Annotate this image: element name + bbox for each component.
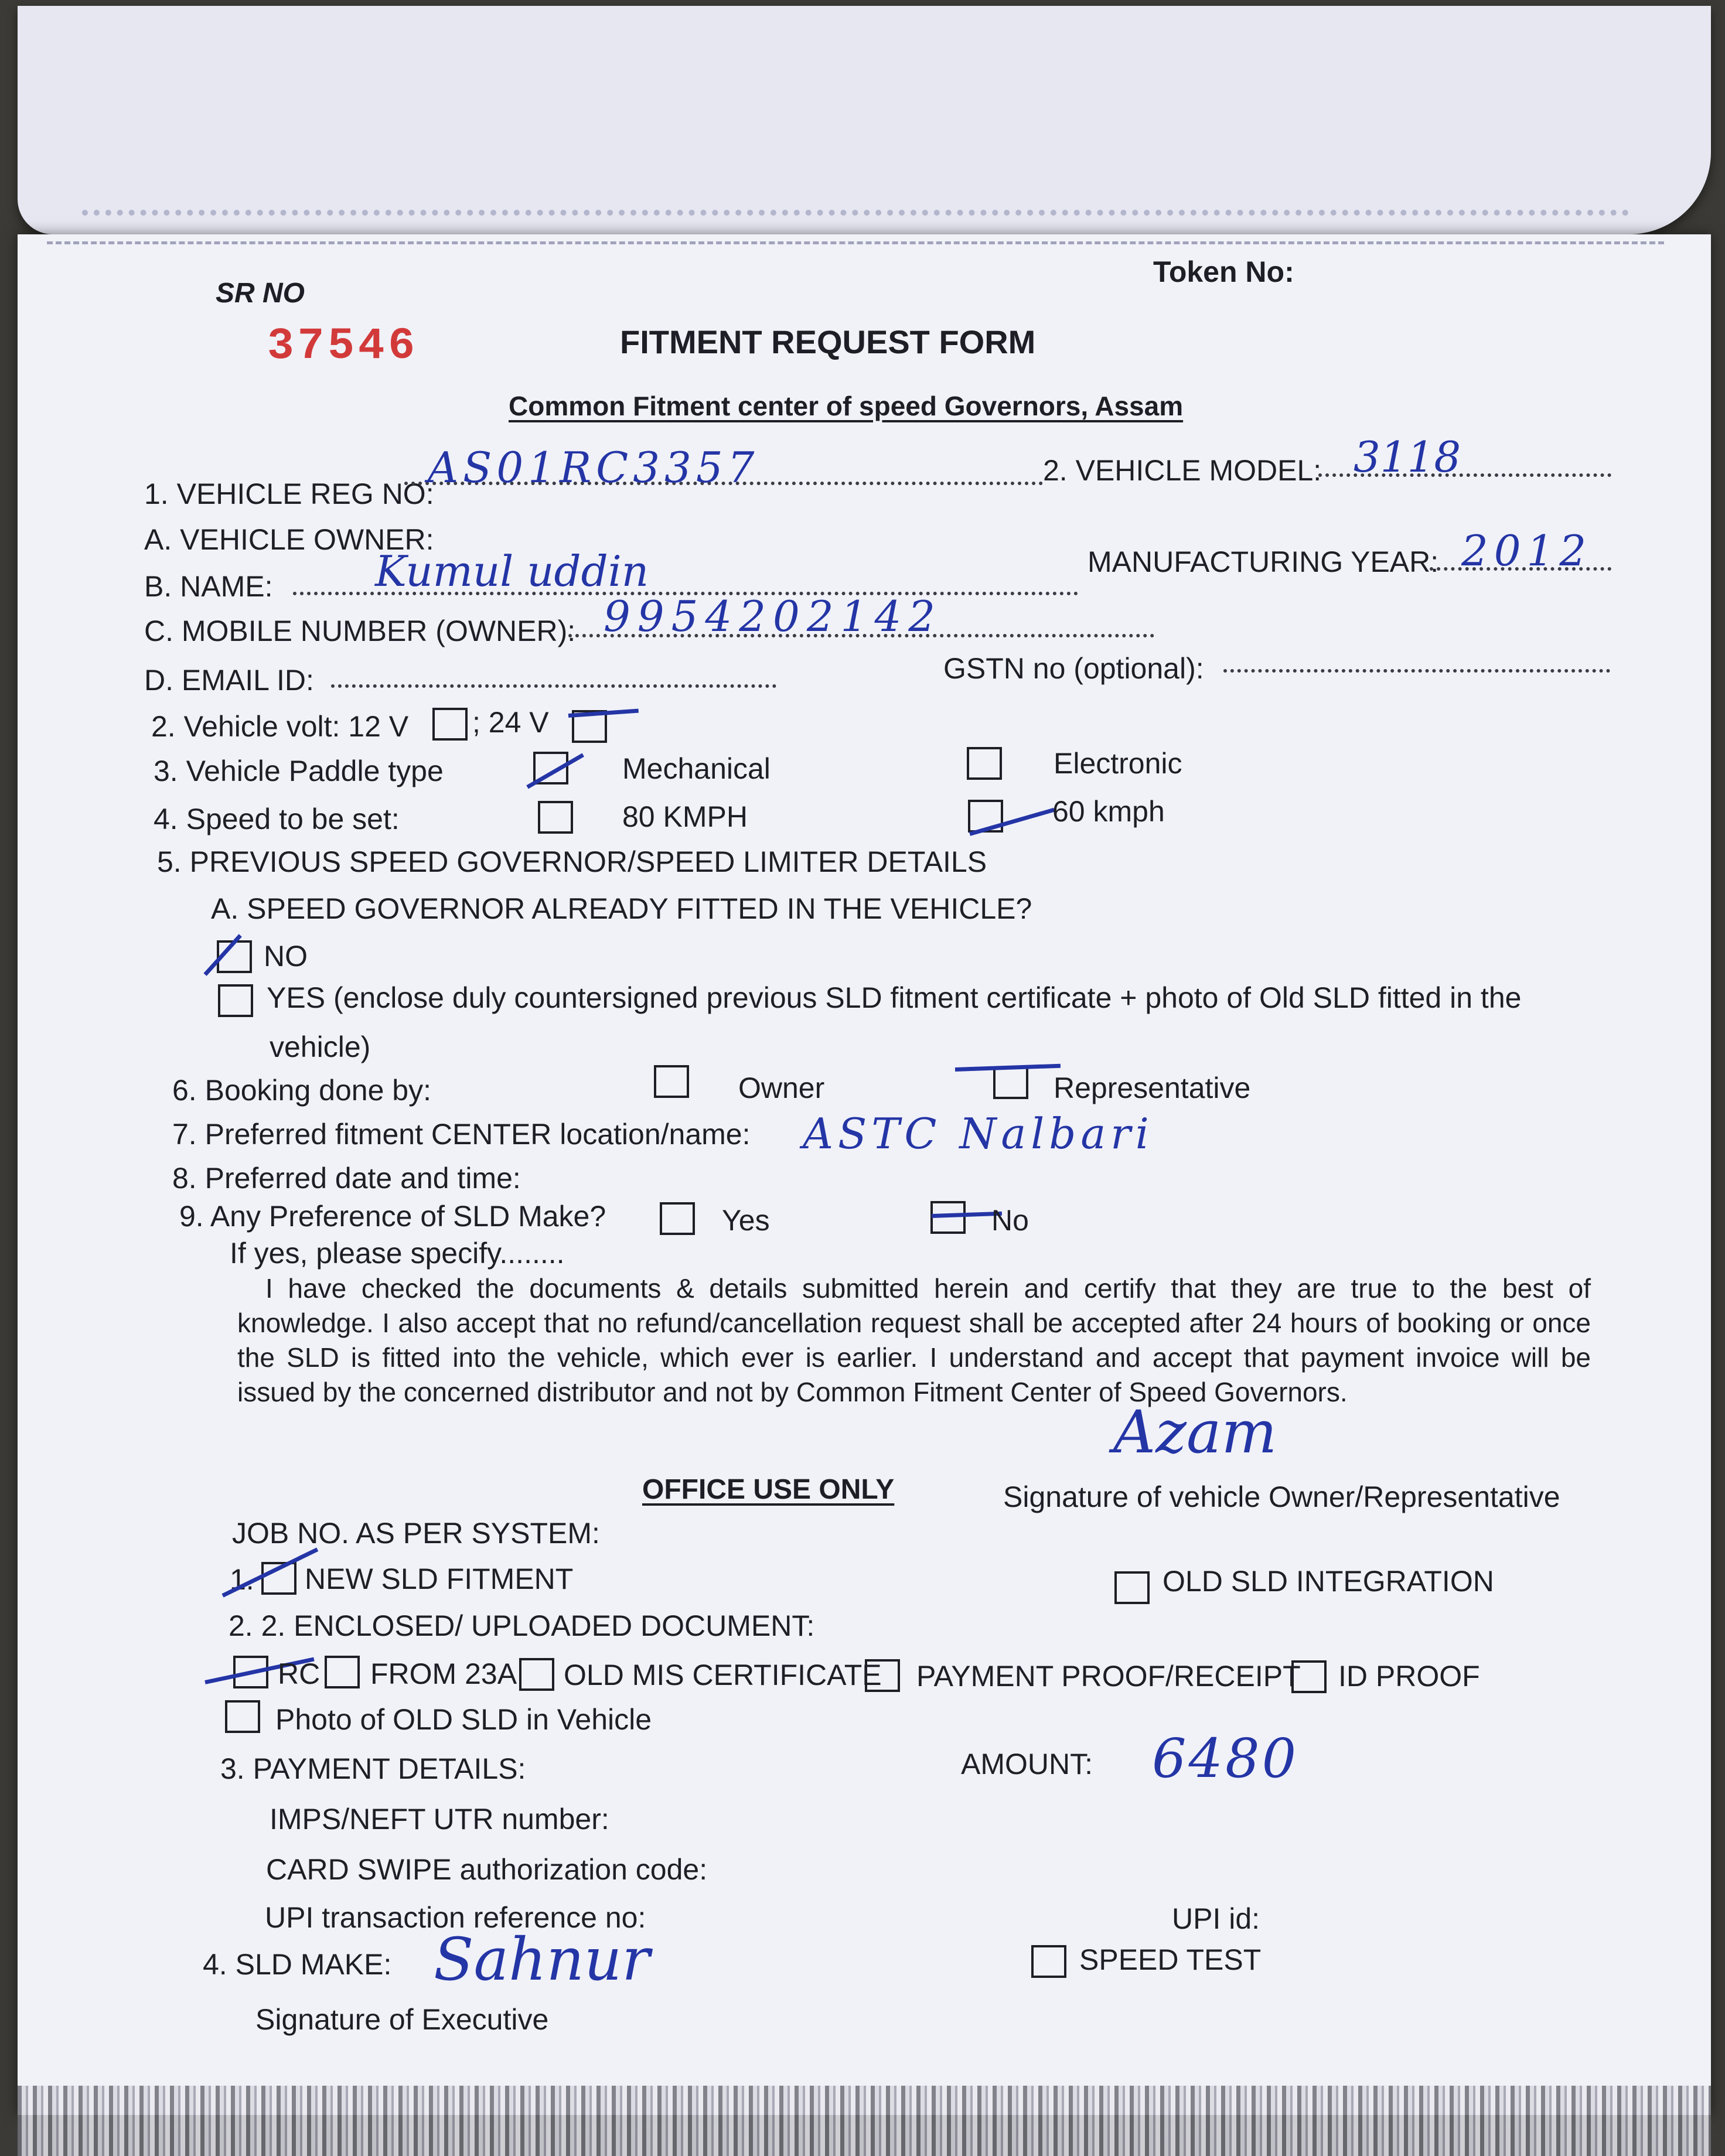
speed-test-checkbox[interactable] bbox=[1031, 1945, 1066, 1978]
speed-60-label: 60 kmph bbox=[1052, 795, 1165, 828]
doc-payment-label: PAYMENT PROOF/RECEIPT bbox=[916, 1660, 1301, 1693]
doc-old-mis-label: OLD MIS CERTIFICATE bbox=[564, 1659, 882, 1691]
prev-yes-label-cont: vehicle) bbox=[270, 1031, 371, 1063]
gstn-line bbox=[1223, 669, 1610, 673]
speed-test-label: SPEED TEST bbox=[1079, 1943, 1262, 1976]
doc-23a-label: FROM 23A bbox=[370, 1657, 517, 1690]
make-specify-label: If yes, please specify........ bbox=[230, 1237, 565, 1270]
office-use-title: OFFICE USE ONLY bbox=[642, 1474, 895, 1505]
gstn-label: GSTN no (optional): bbox=[943, 652, 1204, 685]
booking-label: 6. Booking done by: bbox=[172, 1074, 431, 1107]
owner-label: A. VEHICLE OWNER: bbox=[144, 523, 434, 556]
speed-80-checkbox[interactable] bbox=[538, 801, 573, 834]
name-label: B. NAME: bbox=[144, 570, 273, 603]
name-value[interactable]: Kumul uddin bbox=[375, 547, 649, 596]
doc-payment-checkbox[interactable] bbox=[865, 1659, 900, 1692]
owner-signature[interactable]: Azam bbox=[1113, 1398, 1277, 1466]
doc-rc-label: RC bbox=[278, 1657, 321, 1690]
electronic-checkbox[interactable] bbox=[967, 747, 1002, 780]
doc-23a-checkbox[interactable] bbox=[325, 1656, 360, 1688]
email-label: D. EMAIL ID: bbox=[144, 664, 314, 697]
prev-governor-question: A. SPEED GOVERNOR ALREADY FITTED IN THE VEHICLE? bbox=[211, 892, 1032, 925]
prev-yes-label: YES (enclose duly countersigned previous SLD fitment certificate + photo of Old SLD fitted in the bbox=[267, 981, 1522, 1014]
booking-rep-label: Representative bbox=[1054, 1072, 1251, 1104]
booking-owner-checkbox[interactable] bbox=[654, 1065, 689, 1098]
perforation-line bbox=[82, 210, 1629, 216]
doc-id-checkbox[interactable] bbox=[1291, 1660, 1327, 1693]
token-label: Token No: bbox=[1153, 255, 1294, 288]
volt-12-checkbox[interactable] bbox=[432, 708, 468, 741]
sld-make-label: 4. SLD MAKE: bbox=[203, 1948, 392, 1981]
job-no-label: JOB NO. AS PER SYSTEM: bbox=[232, 1517, 600, 1550]
mechanical-label: Mechanical bbox=[622, 752, 771, 785]
doc-id-label: ID PROOF bbox=[1338, 1660, 1480, 1693]
electronic-label: Electronic bbox=[1054, 747, 1182, 780]
payment-details-label: 3. PAYMENT DETAILS: bbox=[220, 1752, 526, 1785]
booking-rep-checkbox[interactable] bbox=[993, 1066, 1028, 1099]
doc-old-mis-checkbox[interactable] bbox=[519, 1658, 554, 1691]
volt-label: 2. Vehicle volt: 12 V bbox=[151, 710, 409, 743]
form-subtitle: Common Fitment center of speed Governors, Assam bbox=[509, 391, 1184, 421]
amount-value[interactable]: 6480 bbox=[1152, 1727, 1299, 1790]
mfg-year-label: MANUFACTURING YEAR: bbox=[1088, 545, 1439, 578]
prev-governor-label: 5. PREVIOUS SPEED GOVERNOR/SPEED LIMITER DETAILS bbox=[157, 845, 987, 878]
owner-signature-label: Signature of vehicle Owner/Representative bbox=[1003, 1480, 1560, 1513]
mobile-label: C. MOBILE NUMBER (OWNER): bbox=[144, 615, 576, 647]
make-no-label: No bbox=[991, 1204, 1029, 1237]
page-stack-edge bbox=[18, 2086, 1711, 2156]
form-title: FITMENT REQUEST FORM bbox=[620, 323, 1036, 360]
declaration-text: I have checked the documents & details submitted herein and certify that they are true to the best of knowledge. I also accept that no refund/cancellation request shall be accepted after 24 hours of booking or once the SLD is fitted into the vehicle, which ever is earlier. I understand and accept that payment invoice will be issued by the concerned distributor and not by Common Fitment Center of Speed Governors. bbox=[237, 1273, 1591, 1407]
model-label: 2. VEHICLE MODEL: bbox=[1043, 454, 1322, 487]
reg-no-value[interactable]: AS01RC3357 bbox=[428, 443, 759, 492]
sr-number: 37546 bbox=[267, 321, 419, 371]
prev-yes-checkbox[interactable] bbox=[218, 984, 253, 1017]
upi-reference-label: UPI transaction reference no: bbox=[265, 1901, 646, 1934]
doc-photo-label: Photo of OLD SLD in Vehicle bbox=[275, 1703, 652, 1736]
executive-signature-label: Signature of Executive bbox=[255, 2003, 549, 2036]
imps-label: IMPS/NEFT UTR number: bbox=[270, 1803, 609, 1836]
documents-label: 2. 2. ENCLOSED/ UPLOADED DOCUMENT: bbox=[229, 1609, 815, 1642]
email-line bbox=[331, 684, 776, 688]
volt-24-label: ; 24 V bbox=[472, 706, 549, 739]
upi-id-label: UPI id: bbox=[1172, 1902, 1260, 1935]
new-sld-label: NEW SLD FITMENT bbox=[305, 1563, 574, 1595]
amount-label: AMOUNT: bbox=[961, 1748, 1093, 1780]
date-label: 8. Preferred date and time: bbox=[172, 1162, 521, 1195]
sr-no-label: SR NO bbox=[216, 278, 305, 309]
old-sld-checkbox[interactable] bbox=[1114, 1571, 1150, 1604]
booking-owner-label: Owner bbox=[738, 1072, 825, 1104]
carbon-ghost-text bbox=[639, 59, 1119, 100]
old-sld-label: OLD SLD INTEGRATION bbox=[1162, 1565, 1494, 1598]
mfg-year-value[interactable]: 2012 bbox=[1461, 526, 1593, 575]
tear-line bbox=[47, 241, 1664, 244]
model-value[interactable]: 3118 bbox=[1354, 432, 1461, 482]
card-swipe-label: CARD SWIPE authorization code: bbox=[266, 1853, 708, 1886]
paddle-label: 3. Vehicle Paddle type bbox=[154, 755, 444, 787]
prev-no-label: NO bbox=[264, 940, 308, 973]
mobile-value[interactable]: 9954202142 bbox=[604, 592, 943, 641]
make-yes-checkbox[interactable] bbox=[660, 1202, 695, 1235]
center-label: 7. Preferred fitment CENTER location/name: bbox=[172, 1118, 751, 1151]
make-pref-label: 9. Any Preference of SLD Make? bbox=[179, 1200, 606, 1233]
previous-sheet-stub bbox=[18, 6, 1711, 234]
make-yes-label: Yes bbox=[722, 1204, 770, 1237]
reg-no-label: 1. VEHICLE REG NO: bbox=[144, 477, 434, 510]
speed-80-label: 80 KMPH bbox=[622, 800, 748, 833]
job-item-1-number: 1. bbox=[230, 1563, 254, 1596]
doc-photo-checkbox[interactable] bbox=[225, 1700, 260, 1733]
center-value[interactable]: ASTC Nalbari bbox=[803, 1109, 1154, 1158]
speed-label: 4. Speed to be set: bbox=[154, 803, 400, 835]
executive-signature[interactable]: Sahnur bbox=[434, 1925, 650, 1994]
